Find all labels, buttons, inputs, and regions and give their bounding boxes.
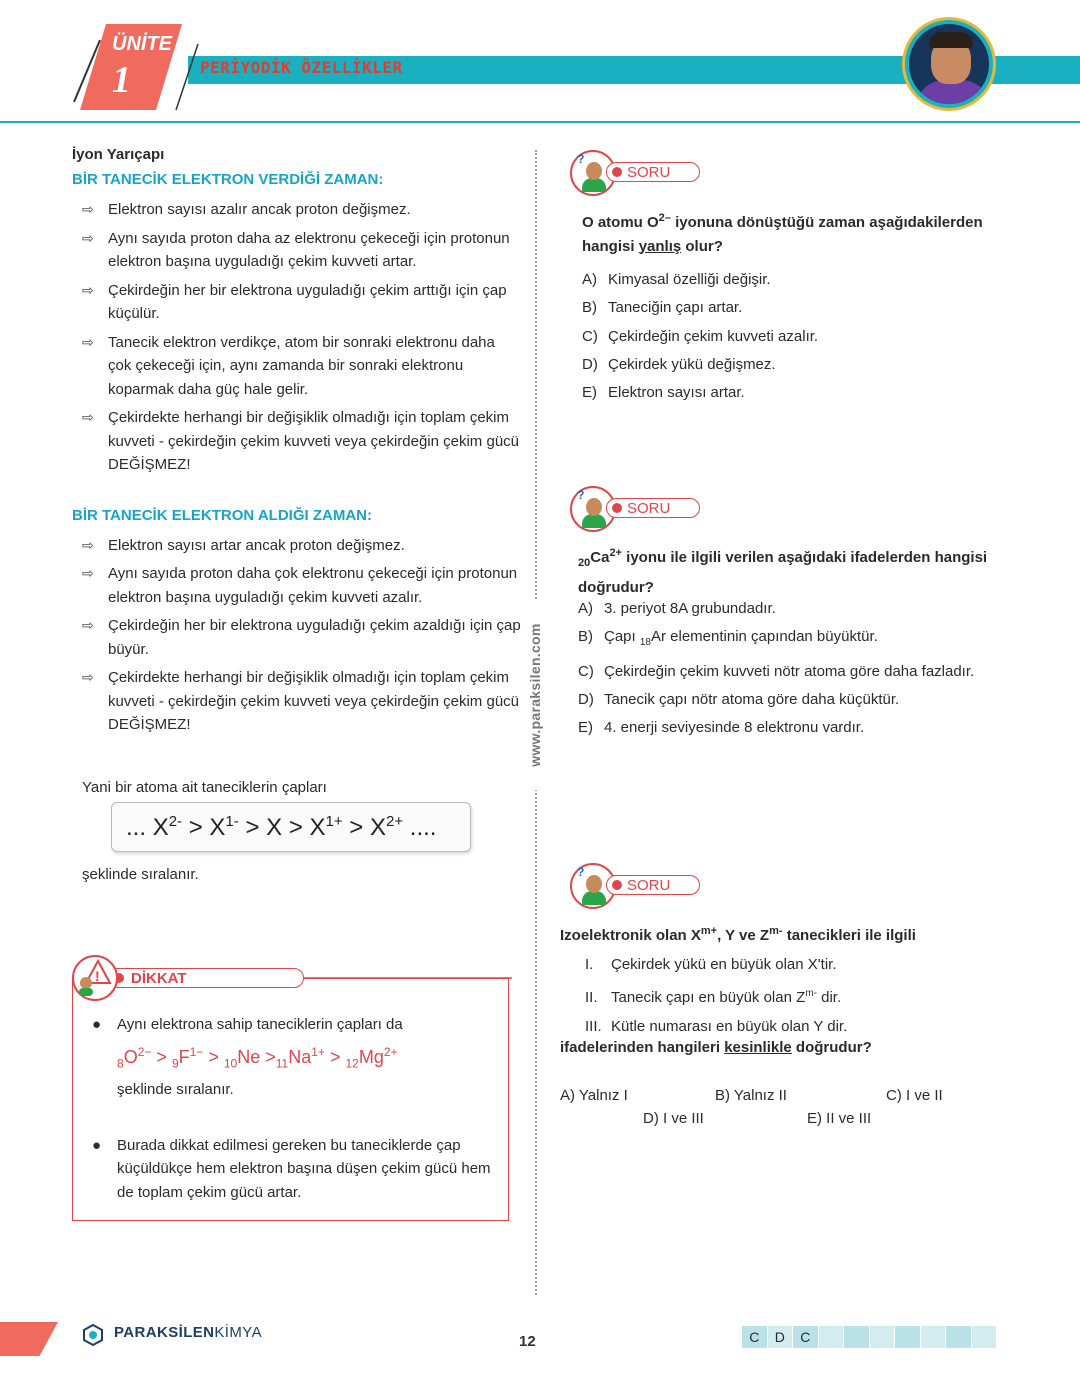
list-item: ⇨ Çekirdekte herhangi bir değişiklik olmadığı için toplam çekim kuvveti - çekirdeğin çekim kuvveti veya çekirdeğin çekim gücü DEĞİŞMEZ! bbox=[72, 406, 522, 477]
list-item: ⇨ Aynı sayıda proton daha çok elektronu çekeceği için protonun elektron başına uyguladığı çekim kuvveti azalır. bbox=[72, 562, 522, 609]
brand-logo-icon bbox=[82, 1324, 104, 1346]
answer-key-strip bbox=[742, 1326, 997, 1348]
list-item: ⇨ Elektron sayısı artar ancak proton değişmez. bbox=[72, 534, 522, 558]
answer-key-cell bbox=[972, 1326, 998, 1348]
answer-key-cell bbox=[844, 1326, 870, 1348]
answer-key-cell bbox=[895, 1326, 921, 1348]
question-1-options bbox=[582, 266, 818, 407]
list-item bbox=[92, 1013, 492, 1102]
arrow-icon: ⇨ bbox=[82, 229, 94, 246]
arrow-icon: ⇨ bbox=[82, 669, 94, 685]
statement-3: III. Kütle numarası en büyük olan Y dir. bbox=[585, 1018, 848, 1035]
dikkat-item-1-after: şeklinde sıralanır. bbox=[117, 1081, 234, 1099]
isoelectronic-formula: $_8O^{2-} > _9F^{1-} > _{10}Ne >_{11}Na^{1+} > _{12}Mg^{2+}$ bbox=[117, 1044, 398, 1071]
soru-badge bbox=[570, 150, 710, 196]
option-a[interactable]: A) Yalnız I bbox=[560, 1087, 628, 1104]
option-a[interactable]: A) Kimyasal özelliği değişir. bbox=[582, 271, 771, 288]
header-title: PERİYODİK ÖZELLİKLER bbox=[200, 58, 403, 77]
dikkat-item-2: Burada dikkat edilmesi gereken bu taneciklerde çap küçüldükçe hem elektron başına düşen çekim gücü hem de toplam çekim gücü artar. bbox=[117, 1136, 491, 1201]
answer-key-cell: C bbox=[793, 1326, 819, 1348]
soru-dot-icon bbox=[612, 880, 622, 890]
question-3-statements bbox=[585, 950, 847, 1041]
answer-key-cell bbox=[921, 1326, 947, 1348]
page-header bbox=[0, 0, 1080, 125]
arrow-icon: ⇨ bbox=[82, 201, 94, 217]
option-b[interactable]: B) Yalnız II bbox=[715, 1087, 787, 1104]
dikkat-rule bbox=[300, 975, 512, 981]
arrow-icon: ⇨ bbox=[82, 565, 94, 581]
answer-key-cell bbox=[870, 1326, 896, 1348]
avatar-hair bbox=[929, 32, 973, 48]
footer-accent bbox=[0, 1322, 58, 1356]
taking-title: BİR TANECİK ELEKTRON ALDIĞI ZAMAN: bbox=[72, 506, 372, 524]
question-2-options bbox=[578, 595, 974, 742]
unit-badge bbox=[70, 22, 210, 112]
statement-1: I. Çekirdek yükü en büyük olan X'tir. bbox=[585, 956, 837, 973]
size-order-box bbox=[111, 802, 471, 852]
arrow-icon: ⇨ bbox=[82, 281, 94, 298]
option-d[interactable]: D) I ve III bbox=[643, 1110, 704, 1127]
left-column bbox=[72, 146, 522, 742]
size-order-outro: şeklinde sıralanır. bbox=[82, 866, 199, 883]
question-3-stem: Izoelektronik olan $X^{m+}$, Y ve $Z^{m-}$ tanecikleri ile ilgili bbox=[560, 925, 916, 944]
soru-pill: SORU bbox=[606, 162, 700, 182]
dikkat-item-1: Aynı elektrona sahip taneciklerin çapları da bbox=[117, 1016, 403, 1033]
bullet-icon: ● bbox=[92, 1136, 102, 1154]
avatar-body bbox=[915, 80, 991, 108]
option-d[interactable]: D) Tanecik çapı nötr atoma göre daha küçüktür. bbox=[578, 690, 900, 708]
option-c[interactable]: C) Çekirdeğin çekim kuvveti azalır. bbox=[582, 327, 819, 345]
question-3-ask: ifadelerinden hangileri kesinlikle doğrudur? bbox=[560, 1039, 872, 1056]
svg-text:!: ! bbox=[95, 968, 100, 984]
answer-key-cell bbox=[819, 1326, 845, 1348]
list-item: ⇨ Elektron sayısı azalır ancak proton değişmez. bbox=[72, 198, 522, 222]
page-number: 12 bbox=[519, 1333, 536, 1350]
soru-pill: SORU bbox=[606, 498, 700, 518]
arrow-icon: ⇨ bbox=[82, 536, 94, 553]
soru-dot-icon bbox=[612, 503, 622, 513]
footer-brand: PARAKSİLENKİMYA bbox=[114, 1324, 262, 1341]
section-title: İyon Yarıçapı bbox=[72, 146, 165, 163]
giving-title: BİR TANECİK ELEKTRON VERDİĞİ ZAMAN: bbox=[72, 171, 384, 188]
unit-label: ÜNİTE bbox=[112, 33, 172, 55]
taking-list bbox=[72, 534, 522, 737]
header-rule bbox=[0, 121, 1080, 123]
list-item: ⇨ Çekirdeğin her bir elektrona uyguladığı çekim arttığı için çap küçülür. bbox=[72, 279, 522, 326]
dikkat-pill bbox=[108, 968, 304, 988]
option-a[interactable]: A) 3. periyot 8A grubundadır. bbox=[578, 600, 776, 617]
soru-pill: SORU bbox=[606, 875, 700, 895]
soru-badge bbox=[570, 863, 710, 909]
bullet-icon: ● bbox=[92, 1016, 102, 1033]
option-e[interactable]: E) Elektron sayısı artar. bbox=[582, 384, 745, 402]
question-2-stem: $_{20}Ca^{2+}$ iyonu ile ilgili verilen aşağıdaki ifadelerden hangisi doğrudur? bbox=[578, 547, 988, 596]
arrow-icon: ⇨ bbox=[82, 333, 94, 350]
list-item: ⇨ Çekirdekte herhangi bir değişiklik olmadığı için toplam çekim kuvveti - çekirdeğin çekim kuvveti veya çekirdeğin çekim gücü DEĞİŞMEZ! bbox=[72, 666, 522, 737]
soru-badge bbox=[570, 486, 710, 532]
list-item: ⇨ Aynı sayıda proton daha az elektronu çekeceği için protonun elektron başına uyguladığı çekim kuvveti artar. bbox=[72, 227, 522, 274]
option-c[interactable]: C) I ve II bbox=[886, 1087, 943, 1104]
warning-mascot-icon bbox=[72, 955, 118, 1001]
answer-key-cell bbox=[946, 1326, 972, 1348]
list-item bbox=[92, 1134, 492, 1205]
list-item: ⇨ Çekirdeğin her bir elektrona uyguladığı çekim azaldığı için çap büyür. bbox=[72, 614, 522, 661]
unit-number: 1 bbox=[112, 59, 131, 101]
dikkat-label: DİKKAT bbox=[131, 970, 187, 987]
option-e[interactable]: E) II ve III bbox=[807, 1110, 872, 1127]
mascot-icon: ? bbox=[570, 150, 616, 196]
option-b[interactable]: B) Taneciğin çapı artar. bbox=[582, 299, 743, 317]
arrow-icon: ⇨ bbox=[82, 617, 94, 633]
answer-key-cell: C bbox=[742, 1326, 768, 1348]
option-c[interactable]: C) Çekirdeğin çekim kuvveti nötr atoma göre daha fazladır. bbox=[578, 662, 975, 680]
dikkat-list bbox=[92, 1013, 492, 1204]
question-1-stem: O atomu $O^{2-}$ iyonuna dönüştüğü zaman aşağıdakilerden hangisi yanlış olur? bbox=[582, 212, 983, 255]
answer-key-cell: D bbox=[768, 1326, 794, 1348]
soru-dot-icon bbox=[612, 167, 622, 177]
arrow-icon: ⇨ bbox=[82, 409, 94, 425]
option-e[interactable]: E) 4. enerji seviyesinde 8 elektronu vardır. bbox=[578, 719, 865, 737]
mascot-icon: ? bbox=[570, 863, 616, 909]
author-avatar bbox=[905, 20, 993, 108]
size-order-expression: ... $X^{2-} > X^{1-} > X > X^{1+} > X^{2+}$ .... bbox=[126, 813, 437, 841]
statement-2: II. Tanecik çapı en büyük olan $Z^{m-}$ dir. bbox=[585, 988, 842, 1006]
option-d[interactable]: D) Çekirdek yükü değişmez. bbox=[582, 355, 776, 373]
mascot-icon: ? bbox=[570, 486, 616, 532]
size-order-intro: Yani bir atoma ait taneciklerin çapları bbox=[82, 779, 327, 796]
watermark: www.paraksilen.com bbox=[527, 600, 547, 790]
list-item: ⇨ Tanecik elektron verdikçe, atom bir sonraki elektronu daha çok çekeceği için, aynı zamanda bir sonraki elektronu koparmak daha güç hale gelir. bbox=[72, 331, 522, 402]
option-b[interactable]: B) Çapı $_{18}$Ar elementinin çapından büyüktür. bbox=[578, 628, 878, 649]
giving-list bbox=[72, 198, 522, 477]
